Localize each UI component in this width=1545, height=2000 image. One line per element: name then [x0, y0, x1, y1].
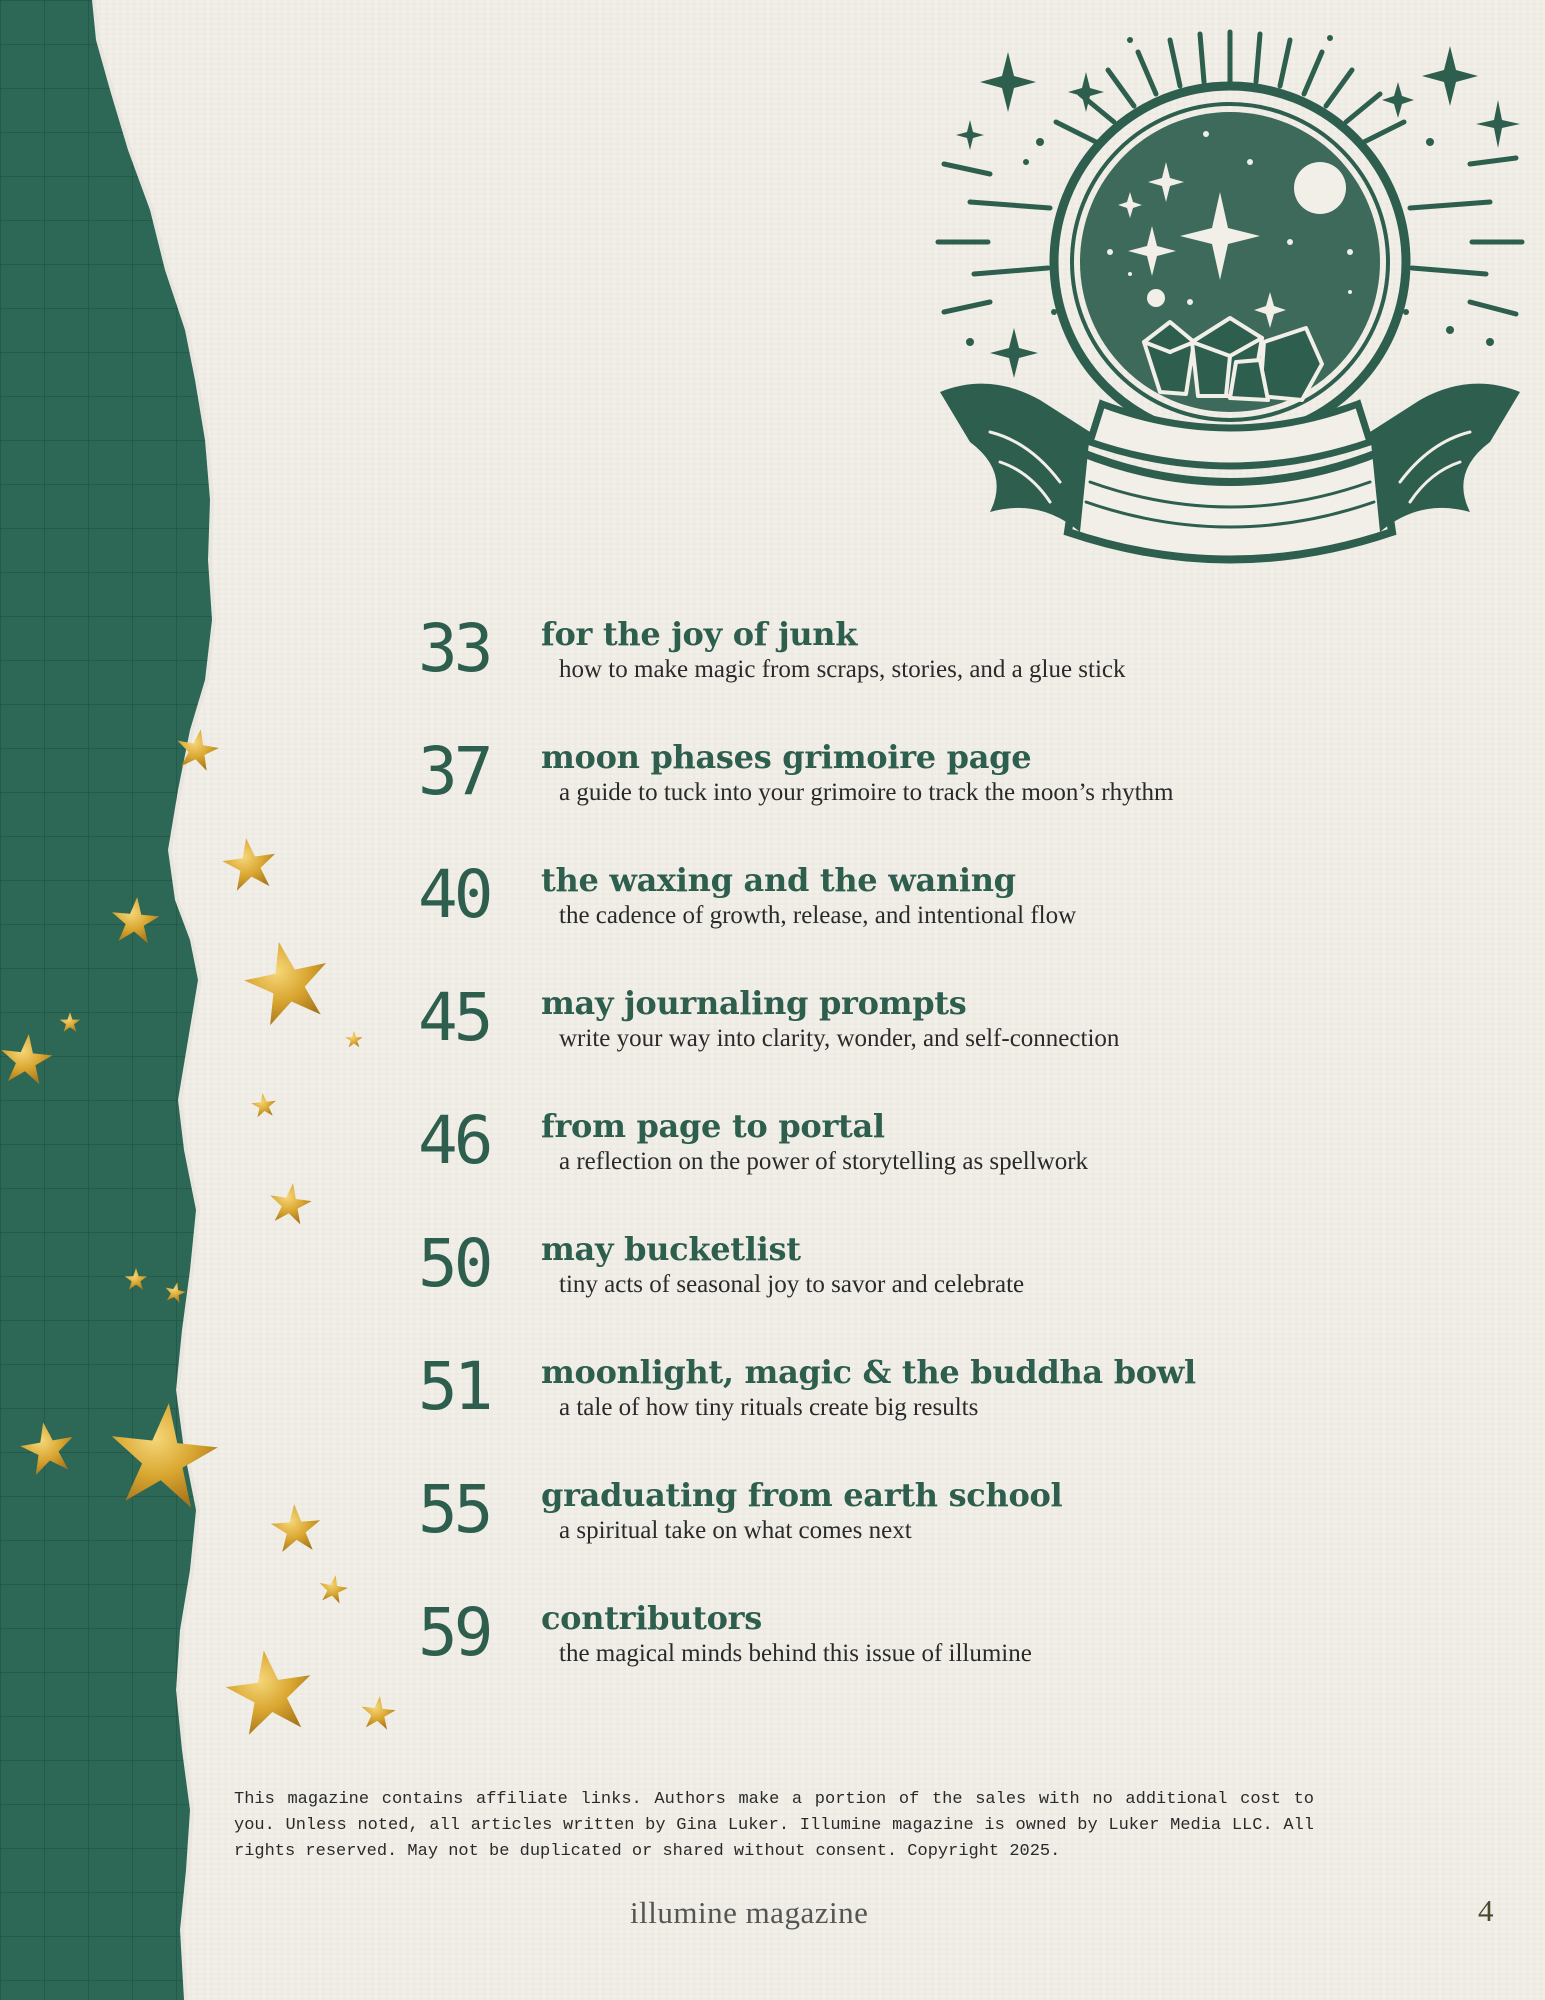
star-icon	[250, 1092, 277, 1118]
toc-page-number: 33	[418, 610, 490, 687]
toc-article-title: from page to portal	[541, 1107, 885, 1145]
star-icon	[125, 1268, 148, 1290]
star-icon	[238, 933, 336, 1028]
page-number: 4	[1478, 1893, 1494, 1928]
toc-page-number: 51	[418, 1348, 490, 1425]
toc-page-number: 45	[418, 979, 490, 1056]
star-icon	[17, 1418, 78, 1477]
star-icon	[345, 1031, 362, 1047]
star-icon	[163, 1280, 188, 1304]
star-icon	[173, 726, 221, 772]
toc-page-number: 50	[418, 1225, 490, 1302]
toc-article-title: the waxing and the waning	[541, 861, 1016, 899]
toc-page-number: 55	[418, 1471, 490, 1548]
toc-article-title: moon phases grimoire page	[541, 738, 1032, 776]
toc-entry[interactable]	[412, 1104, 1412, 1227]
toc-entry[interactable]	[412, 612, 1412, 735]
toc-article-title: contributors	[541, 1599, 762, 1637]
toc-article-description: a spiritual take on what comes next	[559, 1517, 912, 1544]
star-icon	[110, 895, 161, 944]
star-icon	[221, 1644, 317, 1737]
toc-article-title: may journaling prompts	[541, 984, 967, 1022]
toc-page-number: 59	[418, 1594, 490, 1671]
toc-article-description: the cadence of growth, release, and intentional flow	[559, 902, 1077, 929]
crystal-ball-icon	[930, 12, 1530, 592]
star-icon	[267, 1180, 314, 1225]
table-of-contents	[412, 612, 1412, 1719]
star-icon	[60, 1012, 81, 1032]
toc-entry[interactable]	[412, 735, 1412, 858]
star-icon	[105, 1398, 222, 1510]
toc-article-description: how to make magic from scraps, stories, and a glue stick	[559, 656, 1126, 683]
affiliate-disclaimer: This magazine contains affiliate links. Authors make a portion of the sales with no additional cost to you. Unless noted, all articles written by Gina Luker. Illumine magazine is owned by Luker Media LLC. All rights reserved. May not be duplicated or shared without consent. Copyright 2025.	[234, 1790, 1314, 1861]
toc-article-description: tiny acts of seasonal joy to savor and celebrate	[559, 1271, 1025, 1298]
toc-article-description: the magical minds behind this issue of illumine	[559, 1640, 1032, 1667]
toc-article-title: for the joy of junk	[541, 615, 858, 653]
toc-entry[interactable]	[412, 1227, 1412, 1350]
toc-entry[interactable]	[412, 1596, 1412, 1719]
toc-article-title: graduating from earth school	[541, 1476, 1063, 1514]
toc-article-title: moonlight, magic & the buddha bowl	[541, 1353, 1196, 1391]
toc-entry[interactable]	[412, 858, 1412, 981]
toc-entry[interactable]	[412, 1473, 1412, 1596]
toc-entry[interactable]	[412, 1350, 1412, 1473]
toc-article-description: a tale of how tiny rituals create big results	[559, 1394, 979, 1421]
gold-stars-decoration	[0, 0, 420, 2000]
star-icon	[317, 1573, 350, 1605]
footer-magazine-name: illumine magazine	[630, 1895, 869, 1930]
toc-article-description: a guide to tuck into your grimoire to track the moon’s rhythm	[559, 779, 1174, 806]
toc-page-number: 40	[418, 856, 490, 933]
star-icon	[0, 1031, 54, 1085]
toc-article-description: write your way into clarity, wonder, and self-connection	[559, 1025, 1120, 1052]
star-icon	[220, 835, 280, 893]
toc-page-number: 37	[418, 733, 490, 810]
star-icon	[270, 1502, 323, 1552]
toc-entry[interactable]	[412, 981, 1412, 1104]
star-icon	[359, 1694, 396, 1730]
toc-article-description: a reflection on the power of storytelling as spellwork	[559, 1148, 1089, 1175]
toc-article-title: may bucketlist	[541, 1230, 801, 1268]
toc-page-number: 46	[418, 1102, 490, 1179]
